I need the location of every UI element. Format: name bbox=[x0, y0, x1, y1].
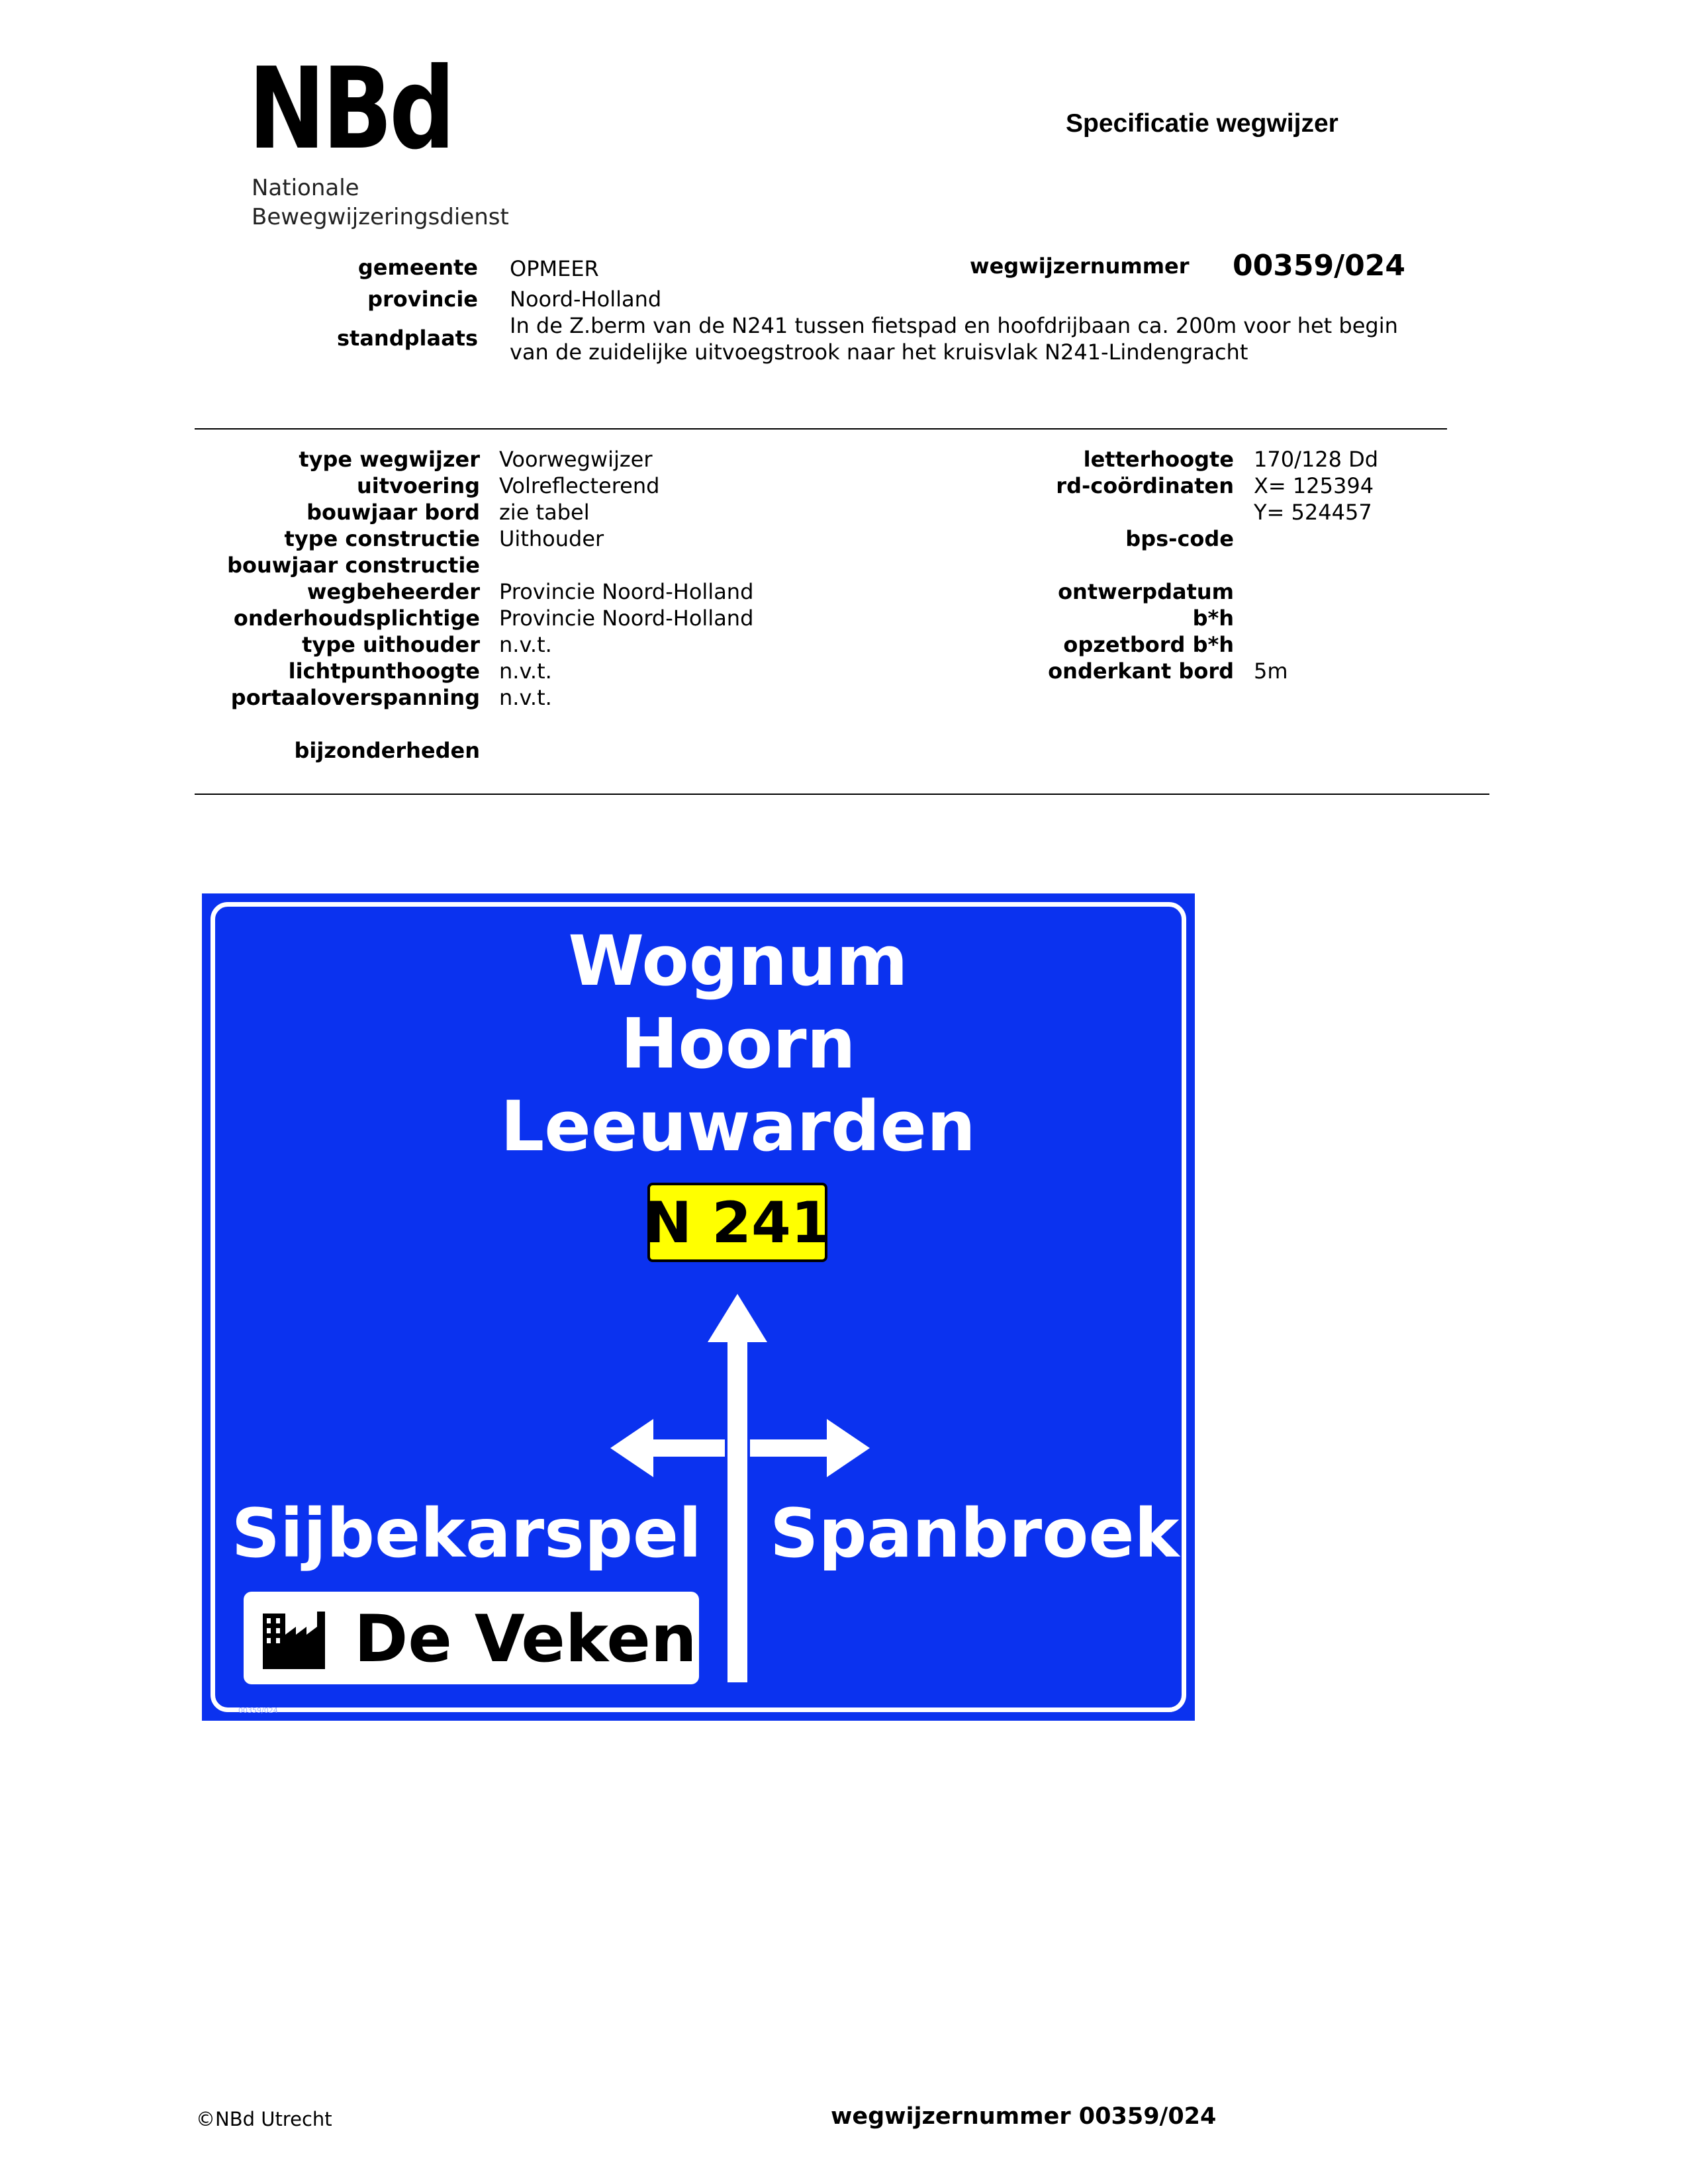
standplaats-label: standplaats bbox=[336, 326, 478, 351]
destination-leeuwarden: Leeuwarden bbox=[500, 1086, 976, 1167]
specs-left-values bbox=[499, 446, 753, 711]
spec-label: onderhoudsplichtige bbox=[233, 606, 480, 631]
destination-wognum: Wognum bbox=[568, 921, 908, 1001]
spec-value bbox=[1254, 552, 1378, 578]
specs-left-labels bbox=[0, 446, 480, 764]
spec-label: type uithouder bbox=[302, 632, 480, 657]
gemeente-value: OPMEER bbox=[510, 256, 599, 281]
divider-top bbox=[195, 428, 1447, 430]
specs-right-labels bbox=[861, 446, 1234, 684]
spec-label bbox=[861, 499, 1234, 525]
provincie-value: Noord-Holland bbox=[510, 287, 662, 312]
spec-value: n.v.t. bbox=[499, 659, 552, 684]
spec-label: onderkant bord bbox=[1048, 659, 1234, 684]
industry-label: De Veken bbox=[354, 1602, 697, 1677]
spec-label: ontwerpdatum bbox=[1058, 579, 1234, 604]
spec-value: n.v.t. bbox=[499, 685, 552, 710]
sign-code: 00359/024 bbox=[238, 1706, 278, 1715]
spec-label: uitvoering bbox=[356, 473, 480, 498]
gemeente-label: gemeente bbox=[357, 255, 478, 280]
document-title: Specificatie wegwijzer bbox=[1066, 109, 1338, 138]
wegwijzernummer-label: wegwijzernummer bbox=[970, 253, 1190, 279]
spec-value: zie tabel bbox=[499, 500, 590, 525]
spec-value bbox=[1254, 578, 1378, 605]
spec-label: lichtpunthoogte bbox=[288, 659, 480, 684]
spec-label: bijzonderheden bbox=[294, 738, 480, 763]
spec-label: type wegwijzer bbox=[299, 447, 480, 472]
spec-label: bouwjaar constructie bbox=[227, 553, 480, 578]
provincie-label: provincie bbox=[367, 287, 478, 312]
logo-line-1: Nationale bbox=[252, 175, 359, 201]
spec-value: Voorwegwijzer bbox=[499, 447, 653, 472]
spec-label: bps-code bbox=[1125, 526, 1234, 551]
arrow-straight-icon bbox=[708, 1294, 767, 1682]
arrow-right-icon bbox=[750, 1419, 870, 1477]
spec-value: n.v.t. bbox=[499, 632, 552, 657]
sign-graphic bbox=[202, 893, 1195, 1721]
spec-label: bouwjaar bord bbox=[306, 500, 480, 525]
destination-spanbroek: Spanbroek bbox=[770, 1494, 1180, 1573]
spec-value: Uithouder bbox=[499, 526, 604, 551]
spec-value: X= 125394 bbox=[1254, 473, 1374, 498]
spec-value: Volreflecterend bbox=[499, 473, 660, 498]
spec-label: portaaloverspanning bbox=[230, 685, 480, 710]
specs-right-values bbox=[1254, 446, 1378, 684]
logo-subtitle bbox=[252, 173, 509, 232]
spec-label: letterhoogte bbox=[1083, 447, 1234, 472]
spec-label: opzetbord b*h bbox=[1063, 632, 1234, 657]
logo-line-2: Bewegwijzeringsdienst bbox=[252, 204, 509, 230]
spec-label: type constructie bbox=[284, 526, 480, 551]
spec-label bbox=[0, 711, 480, 737]
destination-hoorn: Hoorn bbox=[620, 1003, 856, 1084]
destination-sijbekarspel: Sijbekarspel bbox=[231, 1494, 702, 1573]
arrow-left-icon bbox=[610, 1419, 725, 1477]
divider-bottom bbox=[195, 794, 1489, 795]
standplaats-line-1: In de Z.berm van de N241 tussen fietspad en hoofdrijbaan ca. 200m voor het begin bbox=[510, 313, 1398, 338]
spec-value: Provincie Noord-Holland bbox=[499, 579, 754, 604]
spec-value: 5m bbox=[1254, 659, 1288, 684]
wegwijzernummer-value: 00359/024 bbox=[1233, 249, 1405, 283]
spec-value bbox=[1254, 631, 1378, 658]
footer-copyright: ©NBd Utrecht bbox=[196, 2108, 332, 2130]
spec-value bbox=[499, 552, 753, 578]
spec-label bbox=[861, 552, 1234, 578]
spec-value bbox=[1254, 525, 1378, 552]
spec-value: Provincie Noord-Holland bbox=[499, 606, 754, 631]
nbd-logo: NBd bbox=[248, 44, 452, 175]
route-number: N 241 bbox=[644, 1190, 831, 1256]
footer-wegwijzernummer: wegwijzernummer 00359/024 bbox=[831, 2103, 1217, 2130]
spec-label: wegbeheerder bbox=[306, 579, 480, 604]
spec-label: b*h bbox=[1192, 606, 1234, 631]
spec-value: Y= 524457 bbox=[1254, 500, 1372, 525]
standplaats-line-2: van de zuidelijke uitvoegstrook naar het kruisvlak N241-Lindengracht bbox=[510, 340, 1248, 365]
spec-value bbox=[1254, 605, 1378, 631]
spec-label: rd-coördinaten bbox=[1056, 473, 1234, 498]
spec-value: 170/128 Dd bbox=[1254, 447, 1379, 472]
road-sign bbox=[202, 893, 1195, 1721]
